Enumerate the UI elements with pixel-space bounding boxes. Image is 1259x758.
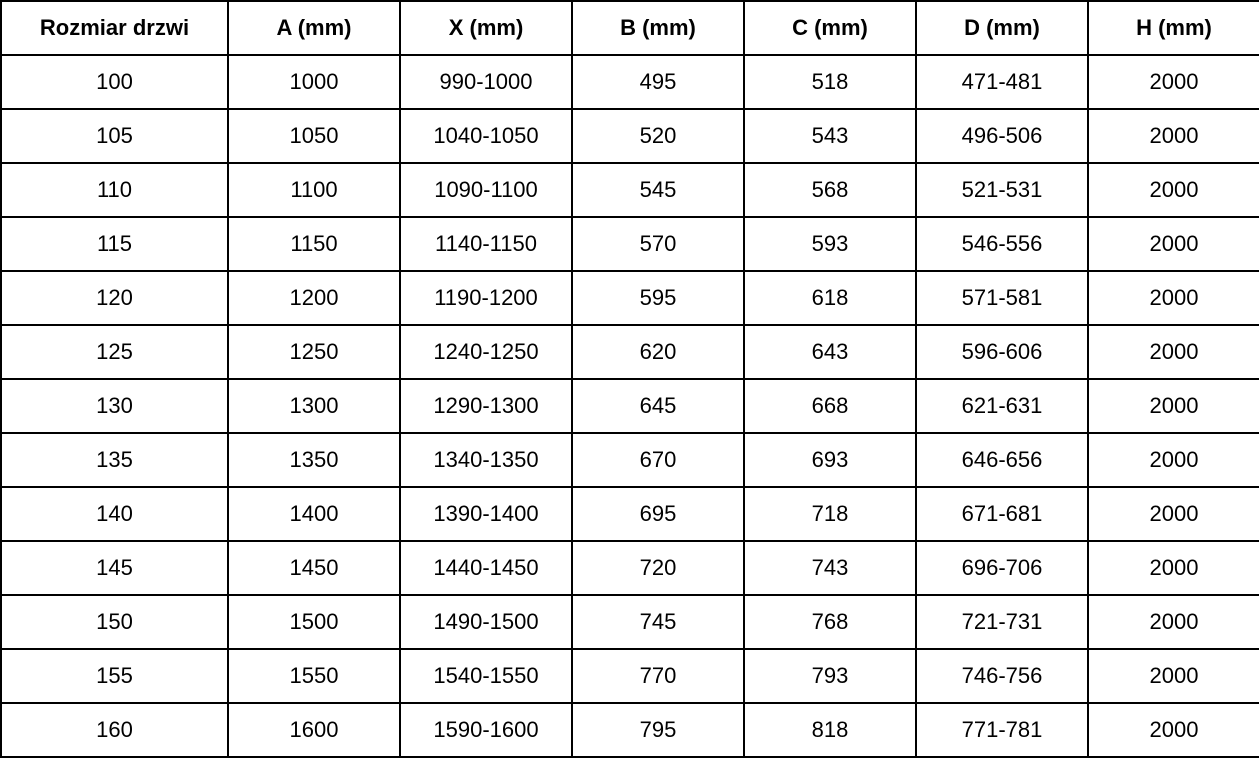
table-cell: 130 (1, 379, 228, 433)
table-cell: 668 (744, 379, 916, 433)
column-header-rozmiar-drzwi: Rozmiar drzwi (1, 1, 228, 55)
table-cell: 471-481 (916, 55, 1088, 109)
table-cell: 521-531 (916, 163, 1088, 217)
table-cell: 793 (744, 649, 916, 703)
table-cell: 596-606 (916, 325, 1088, 379)
table-cell: 1140-1150 (400, 217, 572, 271)
table-cell: 1000 (228, 55, 400, 109)
table-cell: 1390-1400 (400, 487, 572, 541)
column-header-d-mm: D (mm) (916, 1, 1088, 55)
table-row (1, 163, 1259, 217)
table-cell: 1050 (228, 109, 400, 163)
header-row (1, 1, 1259, 55)
table-cell: 1350 (228, 433, 400, 487)
table-row (1, 217, 1259, 271)
column-header-c-mm: C (mm) (744, 1, 916, 55)
table-cell: 1240-1250 (400, 325, 572, 379)
table-cell: 671-681 (916, 487, 1088, 541)
table-cell: 1440-1450 (400, 541, 572, 595)
table-cell: 1540-1550 (400, 649, 572, 703)
table-cell: 768 (744, 595, 916, 649)
table-cell: 495 (572, 55, 744, 109)
table-cell: 743 (744, 541, 916, 595)
table-cell: 546-556 (916, 217, 1088, 271)
table-cell: 568 (744, 163, 916, 217)
table-row (1, 487, 1259, 541)
table-cell: 990-1000 (400, 55, 572, 109)
table-cell: 120 (1, 271, 228, 325)
table-cell: 620 (572, 325, 744, 379)
table-cell: 2000 (1088, 595, 1259, 649)
table-cell: 670 (572, 433, 744, 487)
table-cell: 593 (744, 217, 916, 271)
table-cell: 1290-1300 (400, 379, 572, 433)
table-cell: 100 (1, 55, 228, 109)
table-row (1, 649, 1259, 703)
table-cell: 135 (1, 433, 228, 487)
table-cell: 1500 (228, 595, 400, 649)
table-cell: 110 (1, 163, 228, 217)
table-cell: 2000 (1088, 109, 1259, 163)
table-cell: 2000 (1088, 217, 1259, 271)
table-cell: 571-581 (916, 271, 1088, 325)
table-cell: 1100 (228, 163, 400, 217)
table-cell: 145 (1, 541, 228, 595)
table-cell: 2000 (1088, 379, 1259, 433)
table-row (1, 109, 1259, 163)
table-cell: 2000 (1088, 55, 1259, 109)
table-cell: 1600 (228, 703, 400, 757)
table-cell: 771-781 (916, 703, 1088, 757)
table-cell: 643 (744, 325, 916, 379)
table-cell: 543 (744, 109, 916, 163)
table-cell: 621-631 (916, 379, 1088, 433)
table-cell: 1200 (228, 271, 400, 325)
table-cell: 1040-1050 (400, 109, 572, 163)
table-cell: 140 (1, 487, 228, 541)
table-row (1, 379, 1259, 433)
table-cell: 1450 (228, 541, 400, 595)
table-cell: 1090-1100 (400, 163, 572, 217)
table-cell: 2000 (1088, 649, 1259, 703)
table-cell: 518 (744, 55, 916, 109)
table-cell: 1300 (228, 379, 400, 433)
table-row (1, 433, 1259, 487)
column-header-x-mm: X (mm) (400, 1, 572, 55)
table-row (1, 595, 1259, 649)
table-cell: 2000 (1088, 271, 1259, 325)
column-header-a-mm: A (mm) (228, 1, 400, 55)
table-cell: 646-656 (916, 433, 1088, 487)
column-header-b-mm: B (mm) (572, 1, 744, 55)
table-row (1, 55, 1259, 109)
table-cell: 1490-1500 (400, 595, 572, 649)
table-row (1, 703, 1259, 757)
table-cell: 1400 (228, 487, 400, 541)
table-cell: 618 (744, 271, 916, 325)
table-cell: 2000 (1088, 163, 1259, 217)
table-cell: 1590-1600 (400, 703, 572, 757)
table-cell: 795 (572, 703, 744, 757)
table-cell: 2000 (1088, 433, 1259, 487)
table-cell: 770 (572, 649, 744, 703)
table-cell: 595 (572, 271, 744, 325)
table-cell: 1190-1200 (400, 271, 572, 325)
table-cell: 155 (1, 649, 228, 703)
table-cell: 496-506 (916, 109, 1088, 163)
table-cell: 570 (572, 217, 744, 271)
table-row (1, 325, 1259, 379)
table-cell: 160 (1, 703, 228, 757)
table-cell: 2000 (1088, 703, 1259, 757)
table-cell: 150 (1, 595, 228, 649)
table-cell: 745 (572, 595, 744, 649)
table-cell: 2000 (1088, 487, 1259, 541)
table-cell: 125 (1, 325, 228, 379)
table-cell: 520 (572, 109, 744, 163)
table-cell: 645 (572, 379, 744, 433)
table-cell: 2000 (1088, 325, 1259, 379)
table-cell: 695 (572, 487, 744, 541)
table-cell: 545 (572, 163, 744, 217)
table-cell: 746-756 (916, 649, 1088, 703)
table-cell: 818 (744, 703, 916, 757)
column-header-h-mm: H (mm) (1088, 1, 1259, 55)
table-cell: 1150 (228, 217, 400, 271)
table-row (1, 541, 1259, 595)
table-cell: 2000 (1088, 541, 1259, 595)
table-cell: 105 (1, 109, 228, 163)
table-body (1, 55, 1259, 757)
table-row (1, 271, 1259, 325)
table-cell: 115 (1, 217, 228, 271)
table-cell: 721-731 (916, 595, 1088, 649)
table-cell: 718 (744, 487, 916, 541)
table-cell: 1340-1350 (400, 433, 572, 487)
table-cell: 720 (572, 541, 744, 595)
table-cell: 1550 (228, 649, 400, 703)
table-cell: 693 (744, 433, 916, 487)
table-cell: 696-706 (916, 541, 1088, 595)
table-cell: 1250 (228, 325, 400, 379)
